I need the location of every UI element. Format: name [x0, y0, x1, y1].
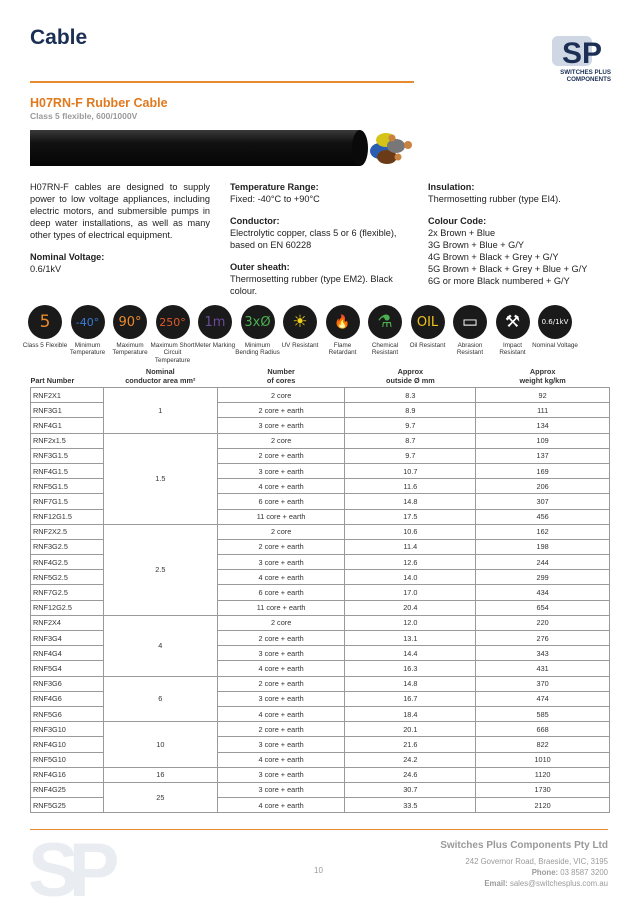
part-number-cell: RNF4G2.5: [31, 555, 104, 570]
header-cores: Number of cores: [266, 367, 296, 385]
weight-cell: 162: [476, 524, 610, 539]
part-number-cell: RNF4G1: [31, 418, 104, 433]
logo-line1: SWITCHES PLUS: [560, 69, 611, 76]
feature-oil: [405, 305, 451, 349]
weight-cell: 1120: [476, 767, 610, 782]
page-number: 10: [314, 866, 323, 875]
table-row: [31, 433, 610, 448]
header-rule: [30, 81, 414, 83]
outside-diameter-cell: 11.6: [345, 479, 476, 494]
outside-diameter-cell: 16.7: [345, 691, 476, 706]
feature-voltage: [532, 305, 578, 349]
part-number-cell: RNF5G10: [31, 752, 104, 767]
max-temp-icon: [113, 305, 147, 339]
cores-cell: 11 core + earth: [217, 600, 345, 615]
part-number-cell: RNF2X4: [31, 615, 104, 630]
cores-cell: 4 core + earth: [217, 661, 345, 676]
weight-cell: 307: [476, 494, 610, 509]
email-link[interactable]: sales@switchesplus.com.au: [509, 879, 608, 888]
table-row: [31, 524, 610, 539]
weight-cell: 206: [476, 479, 610, 494]
cores-cell: 2 core: [217, 388, 345, 403]
icon-label: Chemical Resistant: [371, 342, 399, 357]
icon-symbol: ▭: [461, 312, 479, 332]
cores-cell: 3 core + earth: [217, 418, 345, 433]
part-number-cell: RNF5G4: [31, 661, 104, 676]
outside-diameter-cell: 8.7: [345, 433, 476, 448]
outside-diameter-cell: 10.7: [345, 463, 476, 478]
icon-symbol: ⚒: [504, 312, 521, 332]
icon-symbol: 250°: [159, 315, 186, 329]
email-label: Email:: [484, 879, 508, 888]
insulation-value: Thermosetting rubber (type EI4).: [428, 194, 561, 204]
feature-impact: [490, 305, 536, 357]
chemical-icon: [368, 305, 402, 339]
cores-cell: 2 core: [217, 615, 345, 630]
icon-label: Flame Retardant: [328, 342, 357, 357]
icon-symbol: -40°: [75, 315, 100, 329]
icon-symbol: 0.6/1kV: [541, 318, 569, 326]
outside-diameter-cell: 13.1: [345, 631, 476, 646]
cores-cell: 2 core: [217, 524, 345, 539]
feature-max-temp: [107, 305, 153, 357]
part-number-cell: RNF4G10: [31, 737, 104, 752]
colour-code-label: Colour Code:: [428, 216, 487, 226]
table-row: [31, 388, 610, 403]
flame-icon: [326, 305, 360, 339]
footer-address: 242 Governor Road, Braeside, VIC, 3195: [465, 857, 608, 866]
outside-diameter-cell: 24.6: [345, 767, 476, 782]
conductor-area-cell: 16: [103, 767, 217, 782]
outside-diameter-cell: 21.6: [345, 737, 476, 752]
icon-label: Oil Resistant: [409, 342, 446, 349]
logo-letters: SP: [561, 37, 603, 70]
part-number-cell: RNF12G1.5: [31, 509, 104, 524]
weight-cell: 137: [476, 448, 610, 463]
watermark-letters: SP: [28, 834, 110, 898]
icon-label: Abrasion Resistant: [456, 342, 484, 357]
weight-cell: 1010: [476, 752, 610, 767]
description-column-2: [230, 181, 415, 307]
description-column-1: [30, 181, 210, 275]
part-number-cell: RNF5G2.5: [31, 570, 104, 585]
cores-cell: 4 core + earth: [217, 479, 345, 494]
icon-label: Minimum Bending Radius: [235, 342, 280, 357]
cores-cell: 2 core + earth: [217, 448, 345, 463]
part-number-cell: RNF3G2.5: [31, 539, 104, 554]
icon-label: UV Resistant: [281, 342, 319, 349]
description-column-3: [428, 181, 610, 287]
weight-cell: 343: [476, 646, 610, 661]
table-row: [31, 676, 610, 691]
weight-cell: 654: [476, 600, 610, 615]
outside-diameter-cell: 12.0: [345, 615, 476, 630]
cores-cell: 4 core + earth: [217, 570, 345, 585]
outside-diameter-cell: 16.3: [345, 661, 476, 676]
weight-cell: 434: [476, 585, 610, 600]
cores-cell: 4 core + earth: [217, 706, 345, 721]
table-row: [31, 767, 610, 782]
part-number-cell: RNF3G1: [31, 403, 104, 418]
cores-cell: 2 core + earth: [217, 722, 345, 737]
icon-label: Impact Resistant: [499, 342, 526, 357]
outside-diameter-cell: 24.2: [345, 752, 476, 767]
feature-chemical: [362, 305, 408, 357]
conductor-area-cell: 1.5: [103, 433, 217, 524]
outside-diameter-cell: 20.1: [345, 722, 476, 737]
temperature-value: Fixed: -40°C to +90°C: [230, 194, 320, 204]
cores-cell: 3 core + earth: [217, 646, 345, 661]
outside-diameter-cell: 17.5: [345, 509, 476, 524]
nominal-voltage-value: 0.6/1kV: [30, 264, 62, 274]
footer-logo-watermark: [28, 834, 118, 898]
part-number-cell: RNF5G6: [31, 706, 104, 721]
min-temp-icon: [71, 305, 105, 339]
feature-meter-marking: [192, 305, 238, 349]
feature-abrasion: [447, 305, 493, 357]
cores-cell: 2 core + earth: [217, 631, 345, 646]
outside-diameter-cell: 14.4: [345, 646, 476, 661]
colour-code-item: 4G Brown + Black + Grey + G/Y: [428, 252, 559, 262]
weight-cell: 276: [476, 631, 610, 646]
insulation-label: Insulation:: [428, 182, 475, 192]
part-number-cell: RNF7G1.5: [31, 494, 104, 509]
outside-diameter-cell: 12.6: [345, 555, 476, 570]
outside-diameter-cell: 14.0: [345, 570, 476, 585]
icon-symbol: 1m: [204, 314, 226, 330]
footer-company: Switches Plus Components Pty Ltd: [440, 840, 608, 851]
part-number-cell: RNF3G4: [31, 631, 104, 646]
icon-label: Meter Marking: [194, 342, 236, 349]
part-number-cell: RNF2X2.5: [31, 524, 104, 539]
uv-icon: [283, 305, 317, 339]
weight-cell: 585: [476, 706, 610, 721]
header-weight: Approx weight kg/km: [519, 367, 566, 385]
icon-symbol: ⚗: [377, 312, 393, 332]
sheath-label: Outer sheath:: [230, 262, 290, 272]
feature-short-circuit-temp: [150, 305, 196, 364]
weight-cell: 2120: [476, 798, 610, 813]
part-number-cell: RNF3G1.5: [31, 448, 104, 463]
cores-cell: 3 core + earth: [217, 555, 345, 570]
header-conductor-area: Nominal conductor area mm²: [125, 367, 196, 385]
cable-image: [30, 126, 415, 170]
weight-cell: 370: [476, 676, 610, 691]
weight-cell: 299: [476, 570, 610, 585]
icon-label: Minimum Temperature: [69, 342, 106, 357]
colour-code-item: 2x Brown + Blue: [428, 228, 496, 238]
icon-label: Maximum Temperature: [112, 342, 148, 357]
cores-cell: 3 core + earth: [217, 782, 345, 797]
conductor-area-cell: 2.5: [103, 524, 217, 615]
outside-diameter-cell: 14.8: [345, 676, 476, 691]
weight-cell: 169: [476, 463, 610, 478]
cable-spec-table: [30, 368, 610, 813]
part-number-cell: RNF12G2.5: [31, 600, 104, 615]
weight-cell: 474: [476, 691, 610, 706]
conductor-value: Electrolytic copper, class 5 or 6 (flexible), based on EN 60228: [230, 228, 397, 250]
icon-symbol: OIL: [416, 314, 439, 330]
part-number-cell: RNF4G16: [31, 767, 104, 782]
weight-cell: 244: [476, 555, 610, 570]
nominal-voltage-label: Nominal Voltage:: [30, 252, 105, 262]
outside-diameter-cell: 11.4: [345, 539, 476, 554]
weight-cell: 1730: [476, 782, 610, 797]
bending-radius-icon: [241, 305, 275, 339]
phone-label: Phone:: [531, 868, 559, 877]
icon-symbol: 5: [39, 312, 51, 332]
short-circuit-temp-icon: [156, 305, 190, 339]
outside-diameter-cell: 20.4: [345, 600, 476, 615]
temperature-label: Temperature Range:: [230, 182, 319, 192]
feature-icons: [22, 305, 610, 365]
conductor-label: Conductor:: [230, 216, 280, 226]
outside-diameter-cell: 8.3: [345, 388, 476, 403]
feature-bending-radius: [235, 305, 281, 357]
cores-cell: 4 core + earth: [217, 798, 345, 813]
cores-cell: 3 core + earth: [217, 767, 345, 782]
part-number-cell: RNF2x1.5: [31, 433, 104, 448]
weight-cell: 109: [476, 433, 610, 448]
company-logo: [552, 32, 612, 84]
colour-code-item: 5G Brown + Black + Grey + Blue + G/Y: [428, 264, 588, 274]
conductor-area-cell: 1: [103, 388, 217, 434]
phone-value: 03 8587 3200: [560, 868, 608, 877]
product-subtitle: Class 5 flexible, 600/1000V: [30, 111, 138, 121]
weight-cell: 198: [476, 539, 610, 554]
part-number-cell: RNF5G1.5: [31, 479, 104, 494]
table-row: [31, 615, 610, 630]
part-number-cell: RNF3G10: [31, 722, 104, 737]
footer-address-block: [465, 856, 608, 889]
icon-symbol: 🔥: [334, 314, 351, 330]
outside-diameter-cell: 17.0: [345, 585, 476, 600]
intro-text: H07RN-F cables are designed to supply power to low voltage appliances, including electric motors, and submersible pumps in deep water installations, as well as many other types of electrical equipment.: [30, 182, 210, 240]
cores-cell: 2 core + earth: [217, 676, 345, 691]
icon-symbol: 3xØ: [244, 314, 271, 330]
conductor-area-cell: 10: [103, 722, 217, 768]
feature-class5: [22, 305, 68, 349]
outside-diameter-cell: 10.6: [345, 524, 476, 539]
oil-icon: [411, 305, 445, 339]
part-number-cell: RNF7G2.5: [31, 585, 104, 600]
cores-cell: 2 core: [217, 433, 345, 448]
part-number-cell: RNF3G6: [31, 676, 104, 691]
cores-cell: 11 core + earth: [217, 509, 345, 524]
cores-cell: 2 core + earth: [217, 539, 345, 554]
icon-label: Nominal Voltage: [532, 342, 578, 349]
part-number-cell: RNF4G4: [31, 646, 104, 661]
voltage-icon: [538, 305, 572, 339]
footer-rule: [30, 829, 608, 830]
cores-cell: 3 core + earth: [217, 737, 345, 752]
weight-cell: 668: [476, 722, 610, 737]
conductor-area-cell: 4: [103, 615, 217, 676]
conductor-area-cell: 25: [103, 782, 217, 812]
part-number-cell: RNF2X1: [31, 388, 104, 403]
cores-cell: 4 core + earth: [217, 752, 345, 767]
table-row: [31, 782, 610, 797]
weight-cell: 92: [476, 388, 610, 403]
class5-icon: [28, 305, 62, 339]
icon-label: Class 5 Flexible: [22, 342, 68, 349]
table-row: [31, 722, 610, 737]
header-part-number: Part Number: [30, 375, 75, 385]
cores-cell: 3 core + earth: [217, 463, 345, 478]
icon-label: Maximum Short Circuit Temperature: [150, 342, 195, 364]
weight-cell: 822: [476, 737, 610, 752]
logo-line2: COMPONENTS: [566, 76, 611, 83]
outside-diameter-cell: 8.9: [345, 403, 476, 418]
impact-icon: [496, 305, 530, 339]
part-number-cell: RNF4G25: [31, 782, 104, 797]
cores-cell: 6 core + earth: [217, 494, 345, 509]
sheath-value: Thermosetting rubber (type EM2). Black colour.: [230, 274, 393, 296]
outside-diameter-cell: 33.5: [345, 798, 476, 813]
part-number-cell: RNF5G25: [31, 798, 104, 813]
conductor-area-cell: 6: [103, 676, 217, 722]
icon-symbol: ☀: [292, 312, 308, 332]
header-outside-diameter: Approx outside Ø mm: [386, 367, 435, 385]
weight-cell: 220: [476, 615, 610, 630]
weight-cell: 431: [476, 661, 610, 676]
feature-min-temp: [65, 305, 111, 357]
product-title: H07RN-F Rubber Cable: [30, 96, 168, 110]
page-title: Cable: [30, 26, 88, 49]
meter-marking-icon: [198, 305, 232, 339]
cores-cell: 2 core + earth: [217, 403, 345, 418]
weight-cell: 111: [476, 403, 610, 418]
outside-diameter-cell: 14.8: [345, 494, 476, 509]
cores-cell: 6 core + earth: [217, 585, 345, 600]
feature-flame: [320, 305, 366, 357]
colour-code-item: 3G Brown + Blue + G/Y: [428, 240, 525, 250]
weight-cell: 134: [476, 418, 610, 433]
outside-diameter-cell: 9.7: [345, 418, 476, 433]
part-number-cell: RNF4G6: [31, 691, 104, 706]
weight-cell: 456: [476, 509, 610, 524]
outside-diameter-cell: 9.7: [345, 448, 476, 463]
abrasion-icon: [453, 305, 487, 339]
icon-symbol: 90°: [118, 314, 142, 330]
feature-uv: [277, 305, 323, 349]
colour-code-item: 6G or more Black numbered + G/Y: [428, 276, 570, 286]
outside-diameter-cell: 30.7: [345, 782, 476, 797]
cores-cell: 3 core + earth: [217, 691, 345, 706]
outside-diameter-cell: 18.4: [345, 706, 476, 721]
part-number-cell: RNF4G1.5: [31, 463, 104, 478]
table-header-row: [31, 368, 610, 388]
